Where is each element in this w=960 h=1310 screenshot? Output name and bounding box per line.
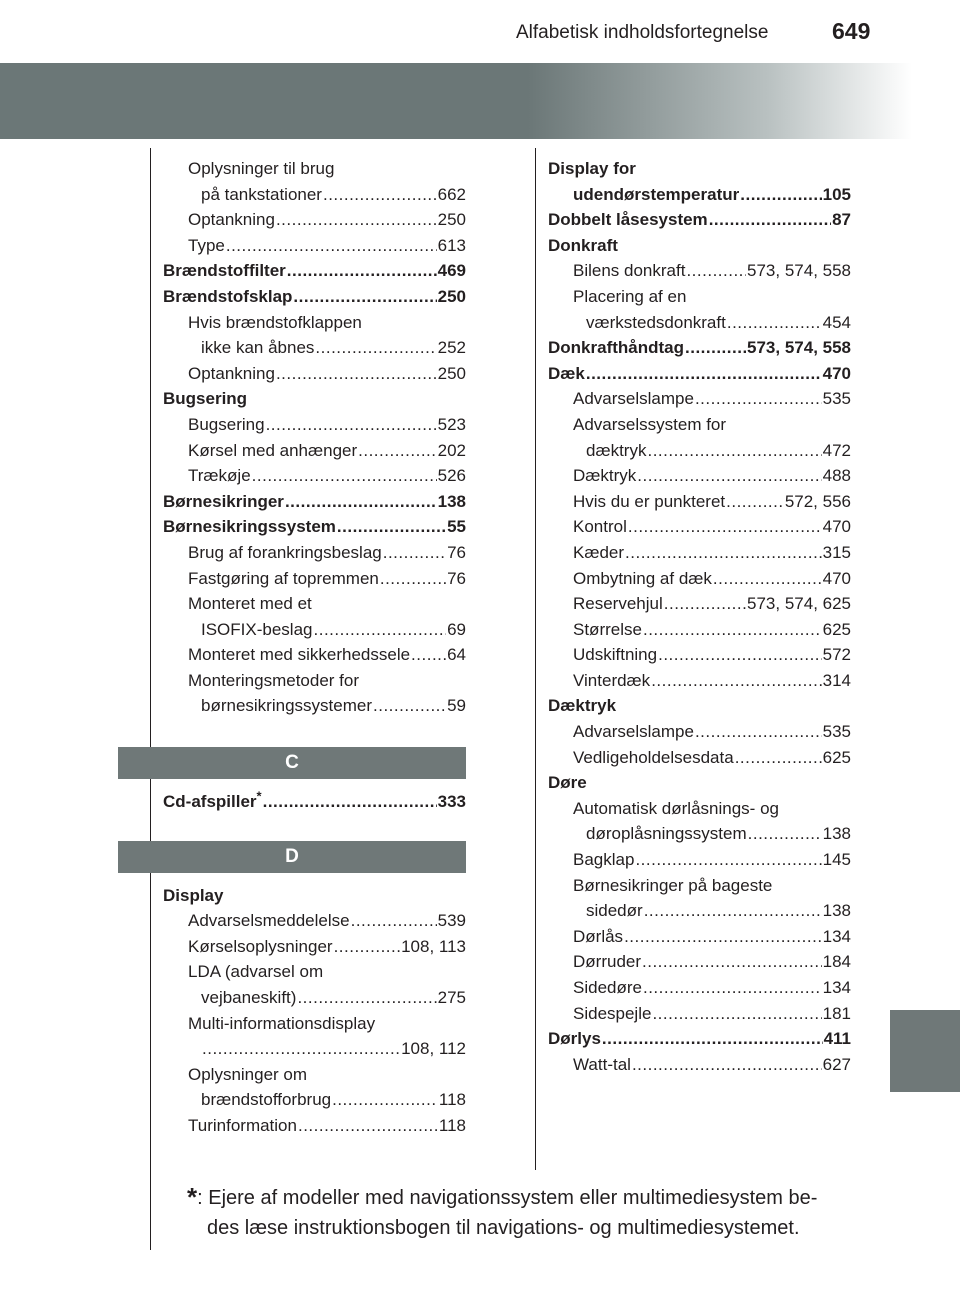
entry-label: Hvis du er punkteret <box>573 491 726 511</box>
leader-dots <box>709 207 831 233</box>
index-entry[interactable] <box>548 438 851 464</box>
index-heading: Donkraft <box>548 235 618 255</box>
index-entry[interactable] <box>163 617 466 643</box>
entry-label: Bilens donkraft <box>573 261 686 281</box>
entry-page: 252 <box>437 338 466 358</box>
leader-dots <box>632 1052 822 1078</box>
leader-dots <box>652 1001 821 1027</box>
left-rule <box>150 148 151 1250</box>
leader-dots <box>686 258 746 284</box>
leader-dots <box>285 489 437 515</box>
index-heading: Automatisk dørlåsnings- og <box>573 798 779 818</box>
index-column-left <box>163 156 466 1139</box>
entry-label: dæktryk <box>586 440 647 460</box>
running-header-title: Alfabetisk indholdsfortegnelse <box>516 22 769 43</box>
entry-page: 108, 113 <box>401 936 466 956</box>
leader-dots <box>263 789 437 815</box>
entry-page: 526 <box>437 466 466 486</box>
entry-label: børnesikringssystemer <box>201 696 372 716</box>
entry-label: Kørselsoplysninger <box>188 936 333 956</box>
entry-page: 105 <box>822 184 851 204</box>
entry-page: 572, 556 <box>784 491 851 511</box>
leader-dots <box>740 182 821 208</box>
entry-page: 573, 574, 558 <box>747 338 851 358</box>
index-entry[interactable] <box>163 335 466 361</box>
index-entry[interactable] <box>163 908 466 934</box>
leader-dots <box>658 642 822 668</box>
index-entry[interactable] <box>548 745 851 771</box>
header-banner <box>0 63 960 139</box>
leader-dots <box>624 924 822 950</box>
index-heading: Advarselssystem for <box>573 414 727 434</box>
index-entry[interactable] <box>163 258 466 284</box>
entry-label: Advarselsmeddelelse <box>188 911 350 931</box>
index-entry[interactable] <box>548 182 851 208</box>
leader-dots <box>586 361 822 387</box>
index-entry[interactable] <box>548 566 851 592</box>
leader-dots <box>642 949 822 975</box>
leader-dots <box>266 412 437 438</box>
leader-dots <box>726 489 784 515</box>
entry-label: Brug af forankringsbeslag <box>188 542 382 562</box>
index-entry[interactable] <box>163 233 466 259</box>
footnote <box>187 1182 857 1243</box>
index-entry[interactable] <box>163 642 466 668</box>
leader-dots <box>314 617 447 643</box>
leader-dots <box>226 233 437 259</box>
entry-page: 625 <box>822 619 851 639</box>
index-entry[interactable] <box>548 719 851 745</box>
index-heading: Bugsering <box>163 389 248 409</box>
entry-label: Dørruder <box>573 952 642 972</box>
entry-page: 184 <box>822 952 851 972</box>
entry-label: Udskiftning <box>573 645 658 665</box>
leader-dots <box>695 719 822 745</box>
leader-dots <box>748 821 822 847</box>
entry-label: på tankstationer <box>201 184 322 204</box>
index-heading: Børnesikringer på bageste <box>573 875 773 895</box>
entry-label: Turinformation <box>188 1116 297 1135</box>
entry-page: 627 <box>822 1054 851 1074</box>
center-rule <box>535 148 536 1170</box>
entry-page: 573, 574, 625 <box>747 594 851 614</box>
entry-label: Sidespejle <box>573 1003 652 1023</box>
index-column-right <box>548 156 851 1077</box>
entry-label: Cd-afspiller <box>163 792 257 812</box>
entry-label: Børnesikringssystem <box>163 517 336 537</box>
leader-dots <box>695 386 822 412</box>
entry-label: Bagklap <box>573 850 635 870</box>
index-entry[interactable] <box>548 463 851 489</box>
entry-page: 470 <box>822 568 851 588</box>
entry-label: Børnesikringer <box>163 491 284 511</box>
entry-label: Brændstofsklap <box>163 286 293 306</box>
entry-page: 87 <box>832 210 851 230</box>
index-entry[interactable] <box>548 821 851 847</box>
leader-dots <box>713 566 822 592</box>
index-heading: LDA (advarsel om <box>188 962 324 982</box>
entry-label: Dæk <box>548 363 585 383</box>
index-entry[interactable] <box>163 1087 466 1113</box>
entry-page: 662 <box>437 184 466 204</box>
entry-page: 539 <box>437 911 466 931</box>
entry-page: 59 <box>447 696 466 716</box>
index-entry[interactable] <box>548 949 851 975</box>
leader-dots <box>644 898 822 924</box>
entry-label: Sidedøre <box>573 978 642 997</box>
entry-page: 250 <box>437 210 466 230</box>
entry-label: Størrelse <box>573 619 642 639</box>
leader-dots <box>383 540 446 566</box>
entry-label: Donkrafthåndtag <box>548 338 684 358</box>
entry-page: 333 <box>437 792 466 812</box>
footnote-line-1: : Ejere af modeller med navigationssystem eller multimediesystem be- <box>197 1187 818 1209</box>
index-heading: Monteringsmetoder for <box>188 670 360 690</box>
entry-label: Fastgøring af topremmen <box>188 568 379 588</box>
entry-page: 108, 112 <box>401 1039 466 1059</box>
entry-label: Dørlys <box>548 1029 601 1049</box>
entry-page: 134 <box>822 978 851 997</box>
index-heading: Dæktryk <box>548 696 617 716</box>
entry-label: Dobbelt låsesystem <box>548 210 708 230</box>
leader-dots <box>727 310 822 336</box>
index-heading: Monteret med et <box>188 594 312 614</box>
index-entry[interactable] <box>548 514 851 540</box>
leader-dots <box>323 182 437 208</box>
leader-dots <box>380 566 446 592</box>
index-entry[interactable] <box>163 489 466 515</box>
leader-dots <box>373 693 446 719</box>
leader-dots <box>647 438 821 464</box>
entry-page: 572 <box>822 645 851 665</box>
leader-dots <box>602 1026 823 1052</box>
leader-dots <box>637 463 821 489</box>
footnote-star: * <box>187 1182 198 1212</box>
leader-dots <box>276 361 437 387</box>
entry-page: 118 <box>438 1090 466 1110</box>
entry-label: vejbaneskift) <box>201 988 297 1008</box>
index-entry[interactable] <box>163 1036 466 1062</box>
entry-label: ikke kan åbnes <box>201 338 315 358</box>
index-entry[interactable] <box>548 617 851 643</box>
entry-page: 134 <box>822 926 851 946</box>
page-number: 649 <box>832 18 871 44</box>
entry-page: 138 <box>822 824 851 844</box>
index-heading: Multi-informationsdisplay <box>188 1013 376 1033</box>
entry-page: 523 <box>437 414 466 434</box>
leader-dots <box>651 668 821 694</box>
leader-dots <box>628 514 822 540</box>
entry-page: 625 <box>822 747 851 767</box>
index-entry[interactable] <box>548 207 851 233</box>
leader-dots <box>293 284 436 310</box>
entry-page: 470 <box>822 517 851 537</box>
entry-label: Ombytning af dæk <box>573 568 712 588</box>
entry-label: brændstofforbrug <box>201 1090 332 1110</box>
entry-page: 250 <box>437 363 466 383</box>
entry-label: Vinterdæk <box>573 670 651 690</box>
leader-dots <box>332 1087 438 1113</box>
entry-page: 314 <box>822 670 851 690</box>
leader-dots <box>643 617 822 643</box>
entry-page: 613 <box>437 235 466 255</box>
index-entry[interactable] <box>548 361 851 387</box>
leader-dots <box>358 438 436 464</box>
entry-label: Vedligeholdelsesdata <box>573 747 734 767</box>
entry-page: 76 <box>447 542 466 562</box>
entry-label: ISOFIX-beslag <box>201 619 313 639</box>
index-heading: Oplysninger om <box>188 1064 308 1084</box>
index-entry[interactable] <box>163 514 466 540</box>
entry-label: Kørsel med anhænger <box>188 440 358 460</box>
leader-dots <box>735 745 822 771</box>
section-header-c: C <box>118 747 466 779</box>
entry-label: sidedør <box>586 901 643 921</box>
index-entry[interactable] <box>548 489 851 515</box>
index-entry[interactable] <box>548 310 851 336</box>
index-heading: Hvis brændstofklappen <box>188 312 362 332</box>
entry-label: Reservehjul <box>573 594 663 614</box>
index-entry[interactable] <box>163 985 466 1011</box>
entry-page: 275 <box>437 988 466 1008</box>
leader-dots <box>337 514 446 540</box>
index-group-d <box>163 883 466 1139</box>
index-heading: Placering af en <box>573 286 687 306</box>
index-group-b <box>163 156 466 719</box>
index-entry[interactable] <box>163 361 466 387</box>
leader-dots <box>664 591 746 617</box>
index-entry[interactable] <box>163 1113 466 1139</box>
index-entry[interactable] <box>163 566 466 592</box>
index-entry[interactable] <box>548 847 851 873</box>
leader-dots <box>685 335 746 361</box>
entry-label: Advarselslampe <box>573 389 694 409</box>
index-entry[interactable] <box>548 540 851 566</box>
index-entry[interactable] <box>163 182 466 208</box>
index-entry[interactable] <box>548 642 851 668</box>
leader-dots <box>351 908 437 934</box>
index-entry[interactable] <box>548 898 851 924</box>
index-entry[interactable] <box>163 412 466 438</box>
index-entry[interactable] <box>163 934 466 960</box>
entry-page: 470 <box>822 363 851 383</box>
entry-label: Dæktryk <box>573 466 637 486</box>
entry-label: Dørlås <box>573 926 624 946</box>
leader-dots <box>411 642 446 668</box>
entry-page: 69 <box>447 619 466 639</box>
entry-page: 488 <box>822 466 851 486</box>
entry-label: Monteret med sikkerhedssele <box>188 645 411 665</box>
leader-dots <box>334 934 401 960</box>
entry-page: 573, 574, 558 <box>747 261 851 281</box>
entry-label: Brændstoffilter <box>163 261 286 281</box>
index-entry[interactable] <box>548 386 851 412</box>
index-entry[interactable] <box>163 540 466 566</box>
leader-dots <box>298 1113 438 1139</box>
index-heading: Display <box>163 885 224 905</box>
section-thumb-tab <box>890 1010 960 1092</box>
entry-page: 64 <box>447 645 466 665</box>
entry-label: Trækøje <box>188 466 251 486</box>
entry-label: døroplåsningssystem <box>586 824 747 844</box>
leader-dots <box>643 975 822 1001</box>
index-entry[interactable] <box>548 668 851 694</box>
index-entry[interactable] <box>548 1026 851 1052</box>
leader-dots <box>252 463 437 489</box>
index-heading: Oplysninger til brug <box>188 159 335 178</box>
index-entry[interactable] <box>548 975 851 1001</box>
entry-label: værkstedsdonkraft <box>586 312 726 332</box>
entry-label: udendørstemperatur <box>573 184 740 204</box>
leader-dots <box>297 985 436 1011</box>
index-entry[interactable] <box>163 693 466 719</box>
entry-page: 202 <box>437 440 466 460</box>
entry-page: 138 <box>437 491 466 511</box>
leader-dots <box>315 335 436 361</box>
entry-page: 250 <box>437 286 466 306</box>
entry-page: 181 <box>822 1003 851 1023</box>
entry-page: 454 <box>822 312 851 332</box>
entry-page: 472 <box>822 440 851 460</box>
entry-label: Advarselslampe <box>573 722 694 742</box>
footnote-line-2: des læse instruktionsbogen til navigations- og multimediesystemet. <box>207 1217 800 1239</box>
leader-dots <box>202 1036 400 1062</box>
entry-page: 145 <box>822 850 851 870</box>
entry-label: Watt-tal <box>573 1054 631 1074</box>
index-entry[interactable] <box>163 463 466 489</box>
index-entry[interactable] <box>548 924 851 950</box>
entry-label: Kontrol <box>573 517 627 537</box>
entry-page: 55 <box>447 517 466 537</box>
entry-page: 138 <box>822 901 851 921</box>
section-header-d: D <box>118 841 466 873</box>
index-heading: Display for <box>548 159 636 178</box>
leader-dots <box>287 258 437 284</box>
leader-dots <box>276 207 437 233</box>
entry-page: 118 <box>438 1116 466 1135</box>
index-entry[interactable] <box>548 258 851 284</box>
leader-dots <box>635 847 821 873</box>
footnote-marker: * <box>256 788 262 804</box>
index-heading: Døre <box>548 773 587 793</box>
entry-page: 535 <box>822 722 851 742</box>
entry-page: 469 <box>437 261 466 281</box>
leader-dots <box>625 540 822 566</box>
entry-label: Kæder <box>573 542 625 562</box>
index-entry[interactable] <box>163 284 466 310</box>
entry-label: Bugsering <box>188 414 265 434</box>
index-entry[interactable] <box>548 335 851 361</box>
index-entry[interactable] <box>163 438 466 464</box>
entry-page: 411 <box>823 1029 851 1049</box>
entry-page: 76 <box>447 568 466 588</box>
index-entry[interactable] <box>548 1052 851 1078</box>
index-entry[interactable] <box>548 1001 851 1027</box>
entry-page: 315 <box>822 542 851 562</box>
index-entry[interactable] <box>163 207 466 233</box>
entry-page: 535 <box>822 389 851 409</box>
entry-label: Type <box>188 235 225 255</box>
index-entry[interactable] <box>548 591 851 617</box>
index-entry[interactable] <box>163 789 466 815</box>
entry-label: Optankning <box>188 210 275 230</box>
entry-label: Optankning <box>188 363 275 383</box>
